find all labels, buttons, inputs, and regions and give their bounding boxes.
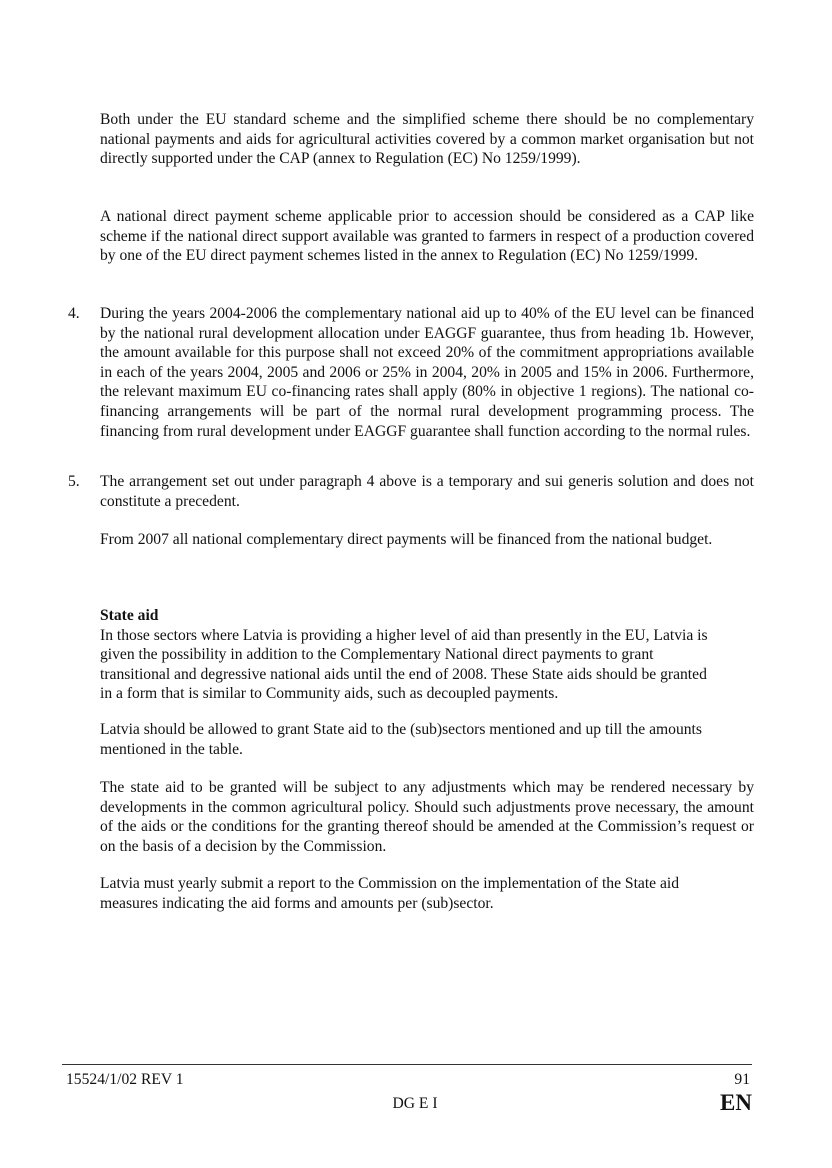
language-code: EN	[720, 1090, 752, 1115]
paragraph-complementary-payments: Both under the EU standard scheme and the simplified scheme there should be no complementary national payments and aids for agricultural activities covered by a common market organisation but not directly supported under the CAP (annex to Regulation (EC) No 1259/1999).	[100, 111, 754, 168]
paragraph-from-2007: From 2007 all national complementary direct payments will be financed from the national budget.	[100, 531, 713, 548]
document-reference: 15524/1/02 REV 1	[66, 1071, 184, 1088]
report-line: Latvia must yearly submit a report to the Commission on the implementation of the State aid	[100, 875, 680, 892]
item-text: The arrangement set out under paragraph 4 above is a temporary and sui generis solution and does not constitute a precedent.	[100, 473, 754, 510]
item-number: 5.	[68, 473, 80, 490]
section-heading-state-aid: State aid	[100, 607, 159, 624]
item-number: 4.	[68, 305, 80, 322]
numbered-item-4	[68, 304, 754, 441]
numbered-item-5	[68, 472, 754, 511]
item-text: During the years 2004-2006 the complementary national aid up to 40% of the EU level can be financed by the national rural development allocation under EAGGF guarantee, thus from heading 1b. However, the amount available for this purpose shall not exceed 20% of the commitment appropriations available in each of the years 2004, 2005 and 2006 or 25% in 2004, 20% in 2005 and 15% in 2006. Furthermore, the relevant maximum EU co-financing rates shall apply (80% in objective 1 regions). The national co-financing arrangements will be part of the normal rural development programming process. The financing from rural development under EAGGF guarantee shall function according to the normal rules.	[100, 305, 754, 440]
state-aid-section	[100, 606, 754, 704]
paragraph-adjustments: The state aid to be granted will be subject to any adjustments which may be rendered necessary by developments in the common agricultural policy. Should such adjustments prove necessary, the amount of the aids or the conditions for the granting thereof should be amended at the Commission’s request or on the basis of a decision by the Commission.	[100, 779, 754, 855]
state-aid-line: given the possibility in addition to the Complementary National direct payments to grant	[100, 646, 654, 664]
report-line: measures indicating the aid forms and amounts per (sub)sector.	[100, 894, 494, 912]
paragraph-allowed-state-aid: Latvia should be allowed to grant State aid to the (sub)sectors mentioned and up till the amounts mentioned in the table.	[100, 721, 702, 758]
paragraph-yearly-report	[100, 874, 754, 913]
footer-divider	[62, 1064, 752, 1065]
paragraph-national-scheme: A national direct payment scheme applicable prior to accession should be considered as a CAP like scheme if the national direct support available was granted to farmers in respect of a production covered by one of the EU direct payment schemes listed in the annex to Regulation (EC) No 1259/1999.	[100, 208, 754, 265]
state-aid-line: in a form that is similar to Community aids, such as decoupled payments.	[100, 685, 559, 703]
page-number: 91	[734, 1071, 750, 1088]
state-aid-line: transitional and degressive national aids until the end of 2008. These State aids should be granted	[100, 665, 707, 683]
directorate-label: DG E I	[392, 1095, 438, 1112]
state-aid-line: In those sectors where Latvia is providing a higher level of aid than presently in the EU, Latvia is	[100, 626, 708, 644]
